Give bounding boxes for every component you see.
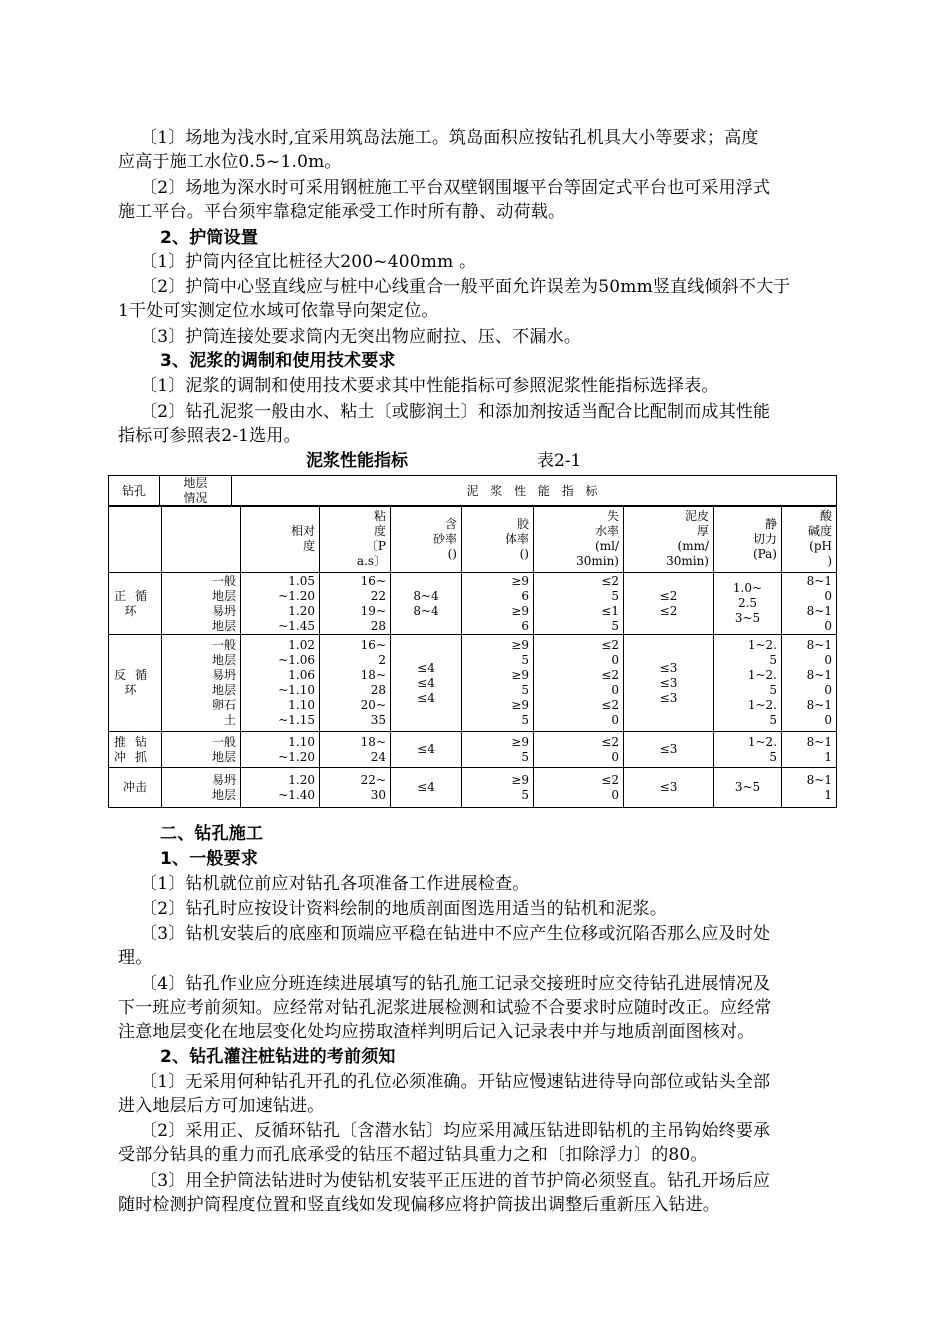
cell-shear: 3~5 <box>714 768 782 808</box>
paragraph-line: 〔1〕场地为浅水时,宜采用筑岛法施工。筑岛面积应按钻孔机具大小等要求；高度 <box>140 128 759 148</box>
header-stratum-blank <box>162 506 241 573</box>
cell-stratum: 易坍 地层 <box>162 768 241 808</box>
section-heading: 1、一般要求 <box>160 849 259 869</box>
cell-viscosity: 22~ 30 <box>320 768 391 808</box>
cell-method: 推钻 冲抓 <box>109 732 162 768</box>
cell-sand: ≤4 ≤4 ≤4 <box>391 635 462 732</box>
cell-colloid: ≥9 5 <box>462 732 534 768</box>
paragraph-line: 〔1〕护筒内径宜比桩径大200~400mm 。 <box>140 252 477 272</box>
paragraph-line: 〔2〕护筒中心竖直线应与桩中心线重合一般平面允许误差为50mm竖直线倾斜不大于 <box>140 277 791 297</box>
cell-viscosity: 16~ 22 19~ 28 <box>320 573 391 635</box>
paragraph-line: 〔3〕钻机安装后的底座和顶端应平稳在钻进中不应产生位移或沉陷否那么应及时处 <box>140 924 771 944</box>
paragraph-line: 〔4〕钻孔作业应分班连续进展填写的钻孔施工记录交接班时应交待钻孔进展情况及 <box>140 974 771 994</box>
table-row <box>109 732 837 768</box>
section-heading: 2、钻孔灌注桩钻进的考前须知 <box>160 1047 396 1067</box>
cell-method: 反循 环 <box>109 635 162 732</box>
cell-water-loss: ≤2 0 ≤2 0 ≤2 0 <box>534 635 624 732</box>
paragraph-line: 〔3〕用全护筒法钻进时为使钻机安装平正压进的首节护筒必须竖直。钻孔开场后应 <box>140 1171 771 1191</box>
cell-ph: 8~1 1 <box>782 768 837 808</box>
cell-water-loss: ≤2 5 ≤1 5 <box>534 573 624 635</box>
header-stratum: 地层 情况 <box>160 476 232 507</box>
table-number: 表2-1 <box>537 451 582 471</box>
table-row <box>109 768 837 808</box>
paragraph-line: 施工平台。平台须牢靠稳定能承受工作时所有静、动荷载。 <box>118 202 566 222</box>
cell-ph: 8~1 1 <box>782 732 837 768</box>
cell-sand: ≤4 <box>391 732 462 768</box>
header-sand: 含 砂率 () <box>391 506 462 573</box>
cell-cake: ≤2 ≤2 <box>624 573 714 635</box>
table-row <box>109 573 837 635</box>
cell-stratum: 一般 地层 易坍 地层 卵石 土 <box>162 635 241 732</box>
cell-stratum: 一般 地层 易坍 地层 <box>162 573 241 635</box>
section-heading: 2、护筒设置 <box>160 228 259 248</box>
table-row <box>109 635 837 732</box>
cell-shear: 1.0~ 2.5 3~5 <box>714 573 782 635</box>
cell-ph: 8~1 0 8~1 0 <box>782 573 837 635</box>
header-mud-indicators: 泥 浆 性 能 指 标 <box>232 476 837 507</box>
header-water-loss: 失 水率 (ml/ 30min) <box>534 506 624 573</box>
paragraph-line: 应高于施工水位0.5~1.0m。 <box>118 152 342 172</box>
header-drill: 钻孔 <box>109 476 160 507</box>
paragraph-line: 〔1〕泥浆的调制和使用技术要求其中性能指标可参照泥浆性能指标选择表。 <box>140 376 719 396</box>
header-viscosity: 粘 度 〔P a.s〕 <box>320 506 391 573</box>
mud-table-header <box>108 475 837 507</box>
cell-colloid: ≥9 5 <box>462 768 534 808</box>
paragraph-line: 随时检测护筒程度位置和竖直线如发现偏移应将护筒拔出调整后重新压入钻进。 <box>118 1195 720 1215</box>
paragraph-line: 〔3〕护筒连接处要求筒内无突出物应耐拉、压、不漏水。 <box>140 327 582 347</box>
cell-cake: ≤3 <box>624 768 714 808</box>
cell-colloid: ≥9 5 ≥9 5 ≥9 5 <box>462 635 534 732</box>
paragraph-line: 1干处可实测定位水域可依靠导向架定位。 <box>118 301 439 321</box>
cell-density: 1.05 ~1.20 1.20 ~1.45 <box>241 573 320 635</box>
cell-density: 1.20 ~1.40 <box>241 768 320 808</box>
cell-method: 正循 环 <box>109 573 162 635</box>
cell-water-loss: ≤2 0 <box>534 732 624 768</box>
cell-density: 1.02 ~1.06 1.06 ~1.10 1.10 ~1.15 <box>241 635 320 732</box>
cell-viscosity: 18~ 24 <box>320 732 391 768</box>
header-ph: 酸 碱度 (pH ) <box>782 506 837 573</box>
cell-density: 1.10 ~1.20 <box>241 732 320 768</box>
cell-water-loss: ≤2 0 <box>534 768 624 808</box>
header-cake: 泥皮 厚 (mm/ 30min) <box>624 506 714 573</box>
cell-shear: 1~2. 5 1~2. 5 1~2. 5 <box>714 635 782 732</box>
paragraph-line: 指标可参照表2-1选用。 <box>118 426 301 446</box>
cell-cake: ≤3 ≤3 ≤3 <box>624 635 714 732</box>
paragraph-line: 〔2〕场地为深水时可采用钢桩施工平台双壁钢围堰平台等固定式平台也可采用浮式 <box>140 178 771 198</box>
table-title: 泥浆性能指标 <box>306 451 408 471</box>
cell-viscosity: 16~ 2 18~ 28 20~ 35 <box>320 635 391 732</box>
header-method-blank <box>109 506 162 573</box>
paragraph-line: 〔1〕无采用何种钻孔开孔的孔位必须准确。开钻应慢速钻进待导向部位或钻头全部 <box>140 1072 771 1092</box>
cell-colloid: ≥9 6 ≥9 6 <box>462 573 534 635</box>
mud-table <box>108 505 837 808</box>
paragraph-line: 理。 <box>118 948 153 968</box>
cell-cake: ≤3 <box>624 732 714 768</box>
paragraph-line: 〔2〕钻孔时应按设计资料绘制的地质剖面图选用适当的钻机和泥浆。 <box>140 899 668 919</box>
cell-ph: 8~1 0 8~1 0 8~1 0 <box>782 635 837 732</box>
cell-shear: 1~2. 5 <box>714 732 782 768</box>
paragraph-line: 下一班应考前须知。应经常对钻孔泥浆进展检测和试验不合要求时应随时改正。应经常 <box>118 998 772 1018</box>
section-heading: 3、泥浆的调制和使用技术要求 <box>160 351 396 371</box>
paragraph-line: 〔1〕钻机就位前应对钻孔各项准备工作进展检查。 <box>140 874 530 894</box>
header-colloid: 胶 体率 () <box>462 506 534 573</box>
cell-method: 冲击 <box>109 768 162 808</box>
section-heading: 二、钻孔施工 <box>160 824 264 844</box>
paragraph-line: 进入地层后方可加速钻进。 <box>118 1096 325 1116</box>
header-density: 相对 度 <box>241 506 320 573</box>
cell-sand: 8~4 8~4 <box>391 573 462 635</box>
paragraph-line: 〔2〕钻孔泥浆一般由水、粘土〔或膨润土〕和添加剂按适当配合比配制而成其性能 <box>140 402 771 422</box>
paragraph-line: 〔2〕采用正、反循环钻孔〔含潜水钻〕均应采用减压钻进即钻机的主吊钩始终要承 <box>140 1121 771 1141</box>
paragraph-line: 注意地层变化在地层变化处均应捞取渣样判明后记入记录表中并与地质剖面图核对。 <box>118 1022 755 1042</box>
header-shear: 静 切力 (Pa) <box>714 506 782 573</box>
paragraph-line: 受部分钻具的重力而孔底承受的钻压不超过钻具重力之和〔扣除浮力〕的80。 <box>118 1145 708 1165</box>
cell-stratum: 一般 地层 <box>162 732 241 768</box>
cell-sand: ≤4 <box>391 768 462 808</box>
